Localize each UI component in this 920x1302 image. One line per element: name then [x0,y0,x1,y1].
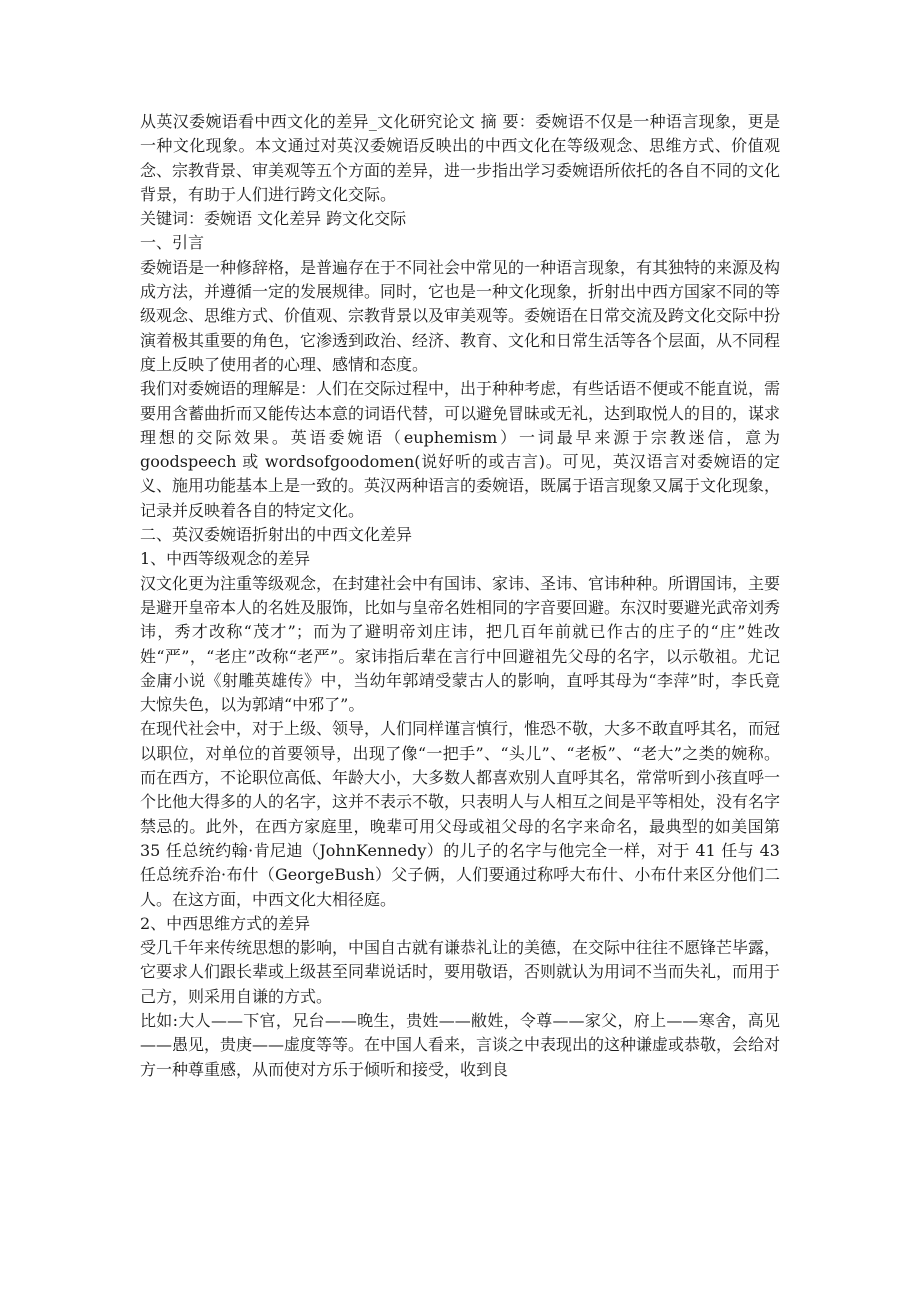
body-paragraph: 我们对委婉语的理解是：人们在交际过程中，出于种种考虑，有些话语不便或不能直说，需要用含蓄曲折而又能传达本意的词语代替，可以避免冒昧或无礼，达到取悦人的目的，谋求理想的交际效果。英语委婉语（euphemism）一词最早来源于宗教迷信，意为 goodspeech 或 wordsofgoodomen(说好听的或吉言)。可见，英汉语言对委婉语的定义、施用功能基本上是一致的。英汉两种语言的委婉语，既属于语言现象又属于文化现象，记录并反映着各自的特定文化。 [140,379,781,520]
document-body [140,110,780,1082]
section-heading-introduction: 一、引言 [140,233,205,253]
subsection-heading-hierarchy: 1、中西等级观念的差异 [140,549,311,569]
section-heading-cultural-differences: 二、英汉委婉语折射出的中西文化差异 [140,525,413,545]
body-paragraph: 汉文化更为注重等级观念，在封建社会中有国讳、家讳、圣讳、官讳种种。所谓国讳，主要是避开皇帝本人的名姓及服饰，比如与皇帝名姓相同的字音要回避。东汉时要避光武帝刘秀讳，秀才改称“茂才”；而为了避明帝刘庄讳，把几百年前就已作古的庄子的“庄”姓改姓“严”，“老庄”改称“老严”。家讳指后辈在言行中回避祖先父母的名字，以示敬祖。尤记金庸小说《射雕英雄传》中，当幼年郭靖受蒙古人的影响，直呼其母为“李萍”时，李氏竟大惊失色，以为郭靖“中邪了”。 [140,573,781,715]
body-paragraph: 委婉语是一种修辞格，是普遍存在于不同社会中常见的一种语言现象，有其独特的来源及构成方法，并遵循一定的发展规律。同时，它也是一种文化现象，折射出中西方国家不同的等级观念、思维方式、价值观、宗教背景以及审美观等。委婉语在日常交流及跨文化交际中扮演着极其重要的角色，它渗透到政治、经济、教育、文化和日常生活等各个层面，从不同程度上反映了使用者的心理、感情和态度。 [140,257,781,374]
body-paragraph: 在现代社会中，对于上级、领导，人们同样谨言慎行，惟恐不敬，大多不敢直呼其名，而冠以职位，对单位的首要领导，出现了像“一把手”、“头儿”、“老板”、“老大”之类的婉称。而在西方，不论职位高低、年龄大小，大多数人都喜欢别人直呼其名，常常听到小孩直呼一个比他大得多的人的名字，这并不表示不敬，只表明人与人相互之间是平等相处，没有名字禁忌的。此外，在西方家庭里，晚辈可用父母或祖父母的名字来命名，最典型的如美国第 35 任总统约翰·肯尼迪（JohnKennedy）的儿子的名字与他完全一样，对于 41 任与 43 任总统乔治·布什（GeorgeBush）父子俩，人们要通过称呼大布什、小布什来区分他们二人。在这方面，中西文化大相径庭。 [140,719,781,909]
body-paragraph: 受几千年来传统思想的影响，中国自古就有谦恭礼让的美德，在交际中往往不愿锋芒毕露，它要求人们跟长辈或上级甚至同辈说话时，要用敬语，否则就认为用词不当而失礼，而用于己方，则采用自谦的方式。 [140,938,781,1006]
subsection-heading-thinking: 2、中西思维方式的差异 [140,913,311,933]
body-paragraph: 比如:大人——下官，兄台——晚生，贵姓——敝姓，令尊——家父，府上——寒舍，高见——愚见，贵庚——虚度等等。在中国人看来，言谈之中表现出的这种谦虚或恭敬，会给对方一种尊重感，从而使对方乐于倾听和接受，收到良 [140,1010,781,1079]
title-abstract-paragraph: 从英汉委婉语看中西文化的差异_文化研究论文 摘 要：委婉语不仅是一种语言现象，更是一种文化现象。本文通过对英汉委婉语反映出的中西文化在等级观念、思维方式、价值观念、宗教背景、审美观等五个方面的差异，进一步指出学习委婉语所依托的各自不同的文化背景，有助于人们进行跨文化交际。 [140,112,781,204]
keywords-line: 关键词：委婉语 文化差异 跨文化交际 [140,209,407,229]
